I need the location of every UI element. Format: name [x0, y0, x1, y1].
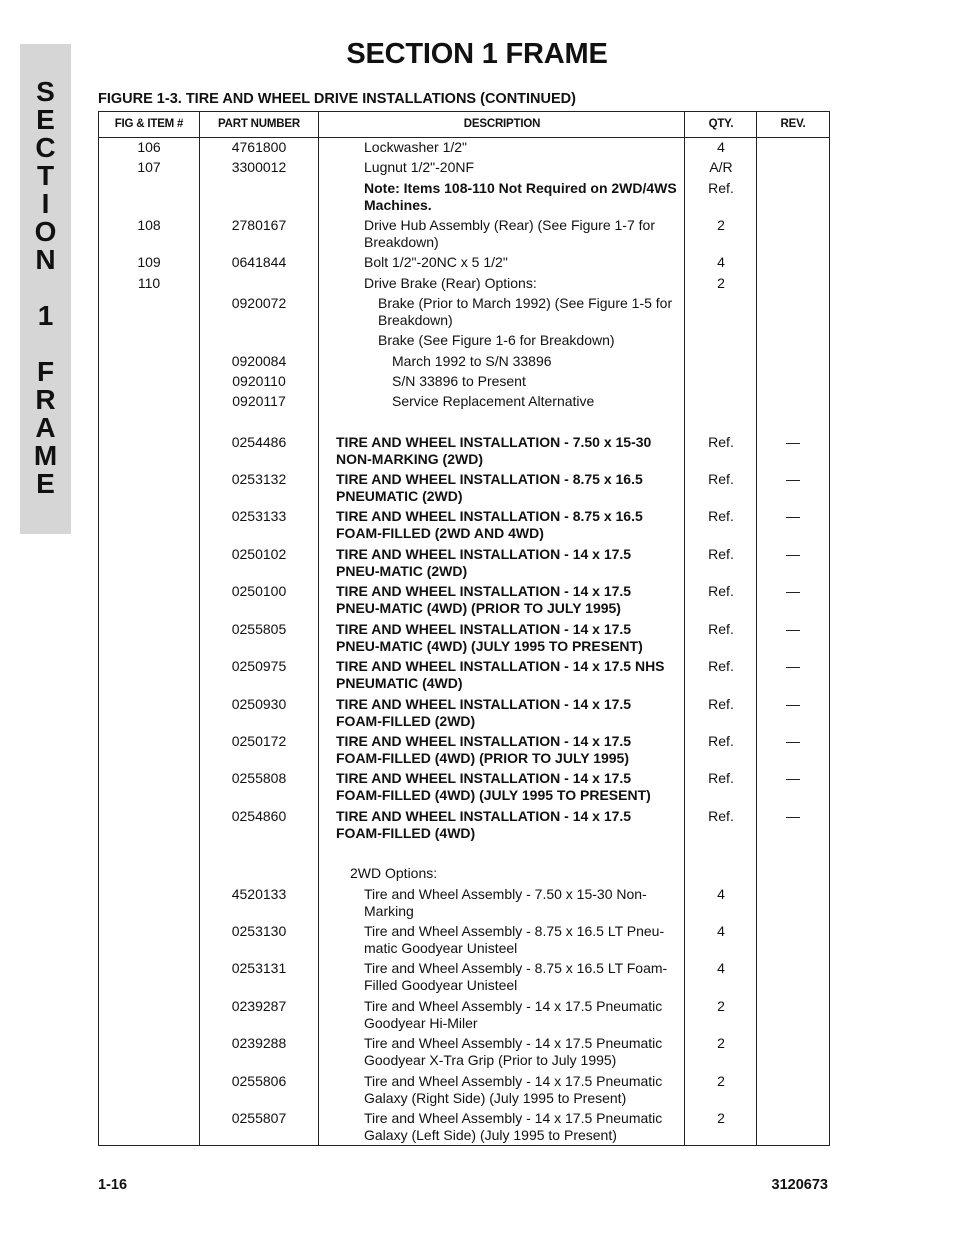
side-tab-letter: E [36, 468, 55, 499]
description-cell: TIRE AND WHEEL INSTALLATION - 14 x 17.5 FOAM-FILLED (2WD) [336, 696, 632, 729]
qty-cell: Ref. [708, 471, 734, 487]
description-cell: Drive Brake (Rear) Options: [364, 275, 537, 291]
description-cell: Note: Items 108-110 Not Required on 2WD/4WS Machines. [364, 180, 677, 213]
qty-cell: Ref. [708, 808, 734, 824]
rev-cell: — [786, 696, 800, 712]
fig-item-cell: 110 [137, 275, 161, 291]
description-cell: 2WD Options: [350, 865, 438, 881]
header-description: DESCRIPTION [463, 118, 541, 130]
qty-cell: 2 [717, 1035, 725, 1051]
description-cell: TIRE AND WHEEL INSTALLATION - 8.75 x 16.5 PNEUMATIC (2WD) [336, 471, 643, 504]
part-number-cell: 0920084 [231, 353, 287, 369]
qty-cell: Ref. [708, 621, 734, 637]
description-cell: TIRE AND WHEEL INSTALLATION - 14 x 17.5 PNEU-MATIC (2WD) [336, 546, 632, 579]
part-number-cell: 0250930 [231, 696, 287, 712]
fig-item-cell: 107 [137, 159, 161, 175]
part-number-cell: 0255805 [231, 621, 287, 637]
description-cell: Tire and Wheel Assembly - 14 x 17.5 Pneumatic Galaxy (Right Side) (July 1995 to Present) [364, 1073, 663, 1106]
description-cell: Tire and Wheel Assembly - 14 x 17.5 Pneumatic Galaxy (Left Side) (July 1995 to Present) [364, 1110, 663, 1143]
description-cell: S/N 33896 to Present [392, 373, 526, 389]
description-cell: Lockwasher 1/2" [364, 139, 468, 155]
part-number-cell: 0255808 [231, 770, 287, 786]
page-number: 1-16 [98, 1177, 128, 1193]
description-cell: Tire and Wheel Assembly - 7.50 x 15-30 Non-Marking [364, 886, 647, 919]
part-number-cell: 0239288 [231, 1035, 287, 1051]
part-number-cell: 4520133 [231, 886, 287, 902]
part-number-cell: 0641844 [231, 254, 287, 270]
part-number-cell: 0255806 [231, 1073, 287, 1089]
qty-cell: 2 [717, 998, 725, 1014]
qty-cell: Ref. [708, 696, 734, 712]
description-cell: Bolt 1/2"-20NC x 5 1/2" [364, 254, 508, 270]
fig-item-cell: 108 [137, 217, 161, 233]
description-cell: TIRE AND WHEEL INSTALLATION - 14 x 17.5 PNEU-MATIC (4WD) (PRIOR TO JULY 1995) [336, 583, 632, 616]
description-cell: Drive Hub Assembly (Rear) (See Figure 1-7 for Breakdown) [364, 217, 655, 250]
header-fig-item: FIG & ITEM # [114, 118, 184, 130]
qty-cell: Ref. [708, 733, 734, 749]
part-number-cell: 0253132 [231, 471, 287, 487]
description-cell: TIRE AND WHEEL INSTALLATION - 7.50 x 15-30 NON-MARKING (2WD) [336, 434, 652, 467]
parts-table [98, 111, 830, 1146]
qty-cell: Ref. [708, 180, 734, 196]
header-qty: QTY. [708, 118, 734, 130]
qty-cell: Ref. [708, 658, 734, 674]
qty-cell: Ref. [708, 770, 734, 786]
description-cell: TIRE AND WHEEL INSTALLATION - 14 x 17.5 NHS PNEUMATIC (4WD) [336, 658, 665, 691]
description-cell: March 1992 to S/N 33896 [392, 353, 552, 369]
part-number-cell: 0255807 [231, 1110, 287, 1126]
side-tab-letter: N [35, 244, 56, 275]
description-cell: TIRE AND WHEEL INSTALLATION - 14 x 17.5 PNEU-MATIC (4WD) (JULY 1995 TO PRESENT) [336, 621, 643, 654]
fig-item-cell: 106 [137, 139, 161, 155]
part-number-cell: 0250172 [231, 733, 287, 749]
rev-cell: — [786, 808, 800, 824]
qty-cell: 2 [717, 1073, 725, 1089]
document-number: 3120673 [771, 1177, 828, 1193]
qty-cell: 4 [717, 960, 725, 976]
description-cell: TIRE AND WHEEL INSTALLATION - 14 x 17.5 FOAM-FILLED (4WD) [336, 808, 632, 841]
side-tab-letter: 1 [37, 300, 54, 331]
description-cell: TIRE AND WHEEL INSTALLATION - 8.75 x 16.5 FOAM-FILLED (2WD AND 4WD) [336, 508, 643, 541]
side-tab-letter: S [36, 76, 55, 107]
part-number-cell: 0920110 [232, 373, 286, 389]
side-tab-letter: E [36, 104, 55, 135]
description-cell: Tire and Wheel Assembly - 8.75 x 16.5 LT Pneu-matic Goodyear Unisteel [364, 923, 665, 956]
qty-cell: 2 [717, 217, 725, 233]
header-rev: REV. [780, 118, 806, 130]
part-number-cell: 0254486 [231, 434, 287, 450]
description-cell: Tire and Wheel Assembly - 14 x 17.5 Pneumatic Goodyear X-Tra Grip (Prior to July 1995) [364, 1035, 663, 1068]
page-title: SECTION 1 FRAME [346, 38, 608, 70]
part-number-cell: 0920117 [232, 393, 286, 409]
qty-cell: 2 [717, 1110, 725, 1126]
side-tab-letter: F [36, 356, 55, 387]
rev-cell: — [786, 434, 800, 450]
part-number-cell: 3300012 [231, 159, 287, 175]
part-number-cell: 0250975 [231, 658, 287, 674]
side-tab-letter: M [33, 440, 58, 471]
rev-cell: — [786, 733, 800, 749]
part-number-cell: 0254860 [231, 808, 287, 824]
description-cell: Tire and Wheel Assembly - 14 x 17.5 Pneumatic Goodyear Hi-Miler [364, 998, 663, 1031]
description-cell: TIRE AND WHEEL INSTALLATION - 14 x 17.5 FOAM-FILLED (4WD) (PRIOR TO JULY 1995) [336, 733, 632, 766]
qty-cell: Ref. [708, 508, 734, 524]
description-cell: Tire and Wheel Assembly - 8.75 x 16.5 LT Foam-Filled Goodyear Unisteel [364, 960, 668, 993]
section-side-tab [20, 44, 71, 534]
part-number-cell: 0253130 [231, 923, 287, 939]
qty-cell: Ref. [708, 583, 734, 599]
part-number-cell: 4761800 [231, 139, 287, 155]
side-tab-letter: T [36, 160, 55, 191]
description-cell: Brake (Prior to March 1992) (See Figure 1-5 for Breakdown) [378, 295, 673, 328]
qty-cell: 4 [717, 886, 725, 902]
qty-cell: Ref. [708, 546, 734, 562]
part-number-cell: 0920072 [231, 295, 287, 311]
qty-cell: 4 [717, 923, 725, 939]
rev-cell: — [786, 770, 800, 786]
description-cell: Brake (See Figure 1-6 for Breakdown) [378, 332, 615, 348]
part-number-cell: 2780167 [231, 217, 287, 233]
figure-title: FIGURE 1-3. TIRE AND WHEEL DRIVE INSTALLATIONS (CONTINUED) [98, 91, 576, 107]
description-cell: Service Replacement Alternative [392, 393, 595, 409]
rev-cell: — [786, 471, 800, 487]
part-number-cell: 0253133 [231, 508, 287, 524]
description-cell: TIRE AND WHEEL INSTALLATION - 14 x 17.5 FOAM-FILLED (4WD) (JULY 1995 TO PRESENT) [336, 770, 651, 803]
header-divider [99, 137, 829, 138]
qty-cell: 2 [717, 275, 725, 291]
qty-cell: 4 [717, 254, 725, 270]
rev-cell: — [786, 546, 800, 562]
qty-cell: Ref. [708, 434, 734, 450]
side-tab-letter: R [35, 384, 56, 415]
side-tab-letter: A [35, 412, 56, 443]
part-number-cell: 0253131 [231, 960, 287, 976]
fig-item-cell: 109 [137, 254, 161, 270]
rev-cell: — [786, 508, 800, 524]
side-tab-letter: O [34, 216, 57, 247]
part-number-cell: 0250100 [231, 583, 287, 599]
rev-cell: — [786, 658, 800, 674]
rev-cell: — [786, 621, 800, 637]
qty-cell: A/R [709, 159, 733, 175]
rev-cell: — [786, 583, 800, 599]
description-cell: Lugnut 1/2"-20NF [364, 159, 475, 175]
side-tab-letter: C [35, 132, 56, 163]
part-number-cell: 0239287 [231, 998, 287, 1014]
side-tab-letter: I [41, 188, 50, 219]
qty-cell: 4 [717, 139, 725, 155]
part-number-cell: 0250102 [231, 546, 287, 562]
header-part-number: PART NUMBER [218, 118, 300, 130]
